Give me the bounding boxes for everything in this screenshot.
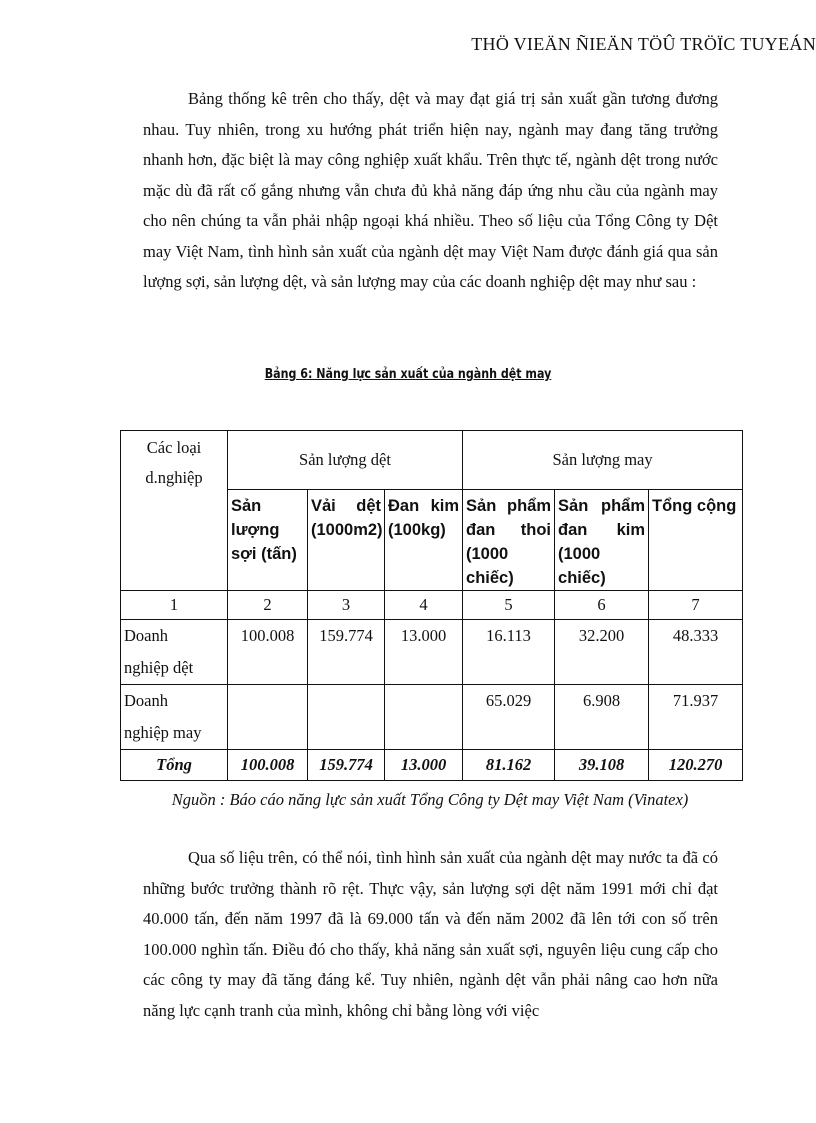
column-number: 1 bbox=[121, 591, 228, 620]
total-cell: 120.270 bbox=[649, 750, 743, 781]
row-label-line: Doanh bbox=[124, 691, 168, 710]
total-label: Tổng bbox=[121, 750, 228, 781]
subheader-line: Sản lượng bbox=[231, 497, 280, 539]
table-cell: 100.008 bbox=[228, 620, 308, 685]
row-label-line: nghiệp dệt bbox=[124, 658, 194, 677]
table-cell: 13.000 bbox=[385, 620, 463, 685]
table-cell: 159.774 bbox=[308, 620, 385, 685]
subheader-knit-products bbox=[555, 490, 649, 591]
column-number: 4 bbox=[385, 591, 463, 620]
total-cell: 81.162 bbox=[463, 750, 555, 781]
header-garment-output: Sản lượng may bbox=[463, 431, 743, 490]
subheader-woven-products bbox=[463, 490, 555, 591]
row-label-line: Doanh bbox=[124, 626, 168, 645]
column-number: 7 bbox=[649, 591, 743, 620]
subheader-line: đan thoi bbox=[466, 521, 552, 539]
table-cell: 71.937 bbox=[649, 685, 743, 750]
paragraph-intro bbox=[143, 84, 718, 298]
table-cell: 48.333 bbox=[649, 620, 743, 685]
subheader-line: đan kim bbox=[558, 521, 646, 539]
row-label bbox=[121, 685, 228, 750]
column-number: 2 bbox=[228, 591, 308, 620]
subheader-line: sợi (tấn) bbox=[231, 545, 297, 563]
total-cell: 100.008 bbox=[228, 750, 308, 781]
table-title bbox=[73, 366, 742, 382]
table-cell: 65.029 bbox=[463, 685, 555, 750]
paragraph-intro-text: Bảng thống kê trên cho thấy, dệt và may đạt giá trị sản xuất gần tương đương nhau. Tuy nhiên, trong xu hướng phát triển hiện nay, ngành may đang tăng trưởng nhanh hơn, đặc biệt là may công nghiệp xuất khẩu. Trên thực tế, ngành dệt trong nước mặc dù đã rất cố gắng nhưng vẫn chưa đủ khả năng đáp ứng nhu cầu của ngành may cho nên chúng ta vẫn phải nhập ngoại khá nhiều. Theo số liệu của Tổng Công ty Dệt may Việt Nam, tình hình sản xuất của ngành dệt may Việt Nam được đánh giá qua sản lượng sợi, sản lượng dệt, và sản lượng may của các doanh nghiệp dệt may như sau : bbox=[143, 89, 718, 291]
subheader-fabric bbox=[308, 490, 385, 591]
column-number: 6 bbox=[555, 591, 649, 620]
table-cell bbox=[308, 685, 385, 750]
subheader-line: Sản phẩm bbox=[558, 497, 646, 515]
subheader-total bbox=[649, 490, 743, 591]
header-category-line: d.nghiệp bbox=[145, 468, 203, 487]
subheader-yarn bbox=[228, 490, 308, 591]
table-cell bbox=[385, 685, 463, 750]
table-title-text: : Năng lực sản xuất của ngành dệt may bbox=[307, 366, 552, 382]
table-title-label: Bảng 6 bbox=[264, 366, 308, 382]
table-row-weaving-enterprises bbox=[121, 620, 743, 685]
header-category-line: Các loại bbox=[146, 438, 202, 457]
subheader-line: (100kg) bbox=[388, 521, 446, 539]
paragraph-analysis bbox=[143, 843, 718, 1026]
header-weaving-output: Sản lượng dệt bbox=[228, 431, 463, 490]
total-cell: 39.108 bbox=[555, 750, 649, 781]
production-table bbox=[120, 430, 743, 781]
subheader-line: Đan kim bbox=[388, 497, 460, 515]
table-cell: 16.113 bbox=[463, 620, 555, 685]
table-total-row bbox=[121, 750, 743, 781]
subheader-line: (1000 chiếc) bbox=[558, 545, 606, 587]
total-cell: 13.000 bbox=[385, 750, 463, 781]
page-header: THÖ VIEÄN ÑIEÄN TÖÛ TRÖÏC TUYEÁN bbox=[471, 34, 816, 54]
total-cell: 159.774 bbox=[308, 750, 385, 781]
subheader-line: (1000m2) bbox=[311, 521, 383, 539]
column-number: 5 bbox=[463, 591, 555, 620]
subheader-line: Vải dệt bbox=[311, 497, 381, 515]
table-cell: 32.200 bbox=[555, 620, 649, 685]
column-number-row bbox=[121, 591, 743, 620]
table-cell: 6.908 bbox=[555, 685, 649, 750]
paragraph-analysis-text: Qua số liệu trên, có thể nói, tình hình sản xuất của ngành dệt may nước ta đã có những bước trưởng thành rõ rệt. Thực vậy, sản lượng sợi dệt năm 1991 mới chỉ đạt 40.000 tấn, đến năm 1997 đã là 69.000 tấn và đến năm 2002 đã lên tới con số trên 100.000 nghìn tấn. Điều đó cho thấy, khả năng sản xuất sợi, nguyên liệu cung cấp cho các công ty may đã tăng đáng kể. Tuy nhiên, ngành dệt vẫn phải nâng cao hơn nữa năng lực cạnh tranh của mình, không chỉ bằng lòng với việc bbox=[143, 848, 718, 1020]
subheader-line: Tổng cộng bbox=[652, 497, 737, 515]
subheader-knit bbox=[385, 490, 463, 591]
table-cell bbox=[228, 685, 308, 750]
table-source: Nguồn : Báo cáo năng lực sản xuất Tổng Công ty Dệt may Việt Nam (Vinatex) bbox=[171, 790, 689, 809]
column-number: 3 bbox=[308, 591, 385, 620]
header-category bbox=[121, 431, 228, 591]
table-row-garment-enterprises bbox=[121, 685, 743, 750]
subheader-line: Sản phẩm bbox=[466, 497, 552, 515]
row-label-line: nghiệp may bbox=[124, 723, 202, 742]
table-header-row bbox=[121, 431, 743, 490]
subheader-line: (1000 chiếc) bbox=[466, 545, 514, 587]
row-label bbox=[121, 620, 228, 685]
